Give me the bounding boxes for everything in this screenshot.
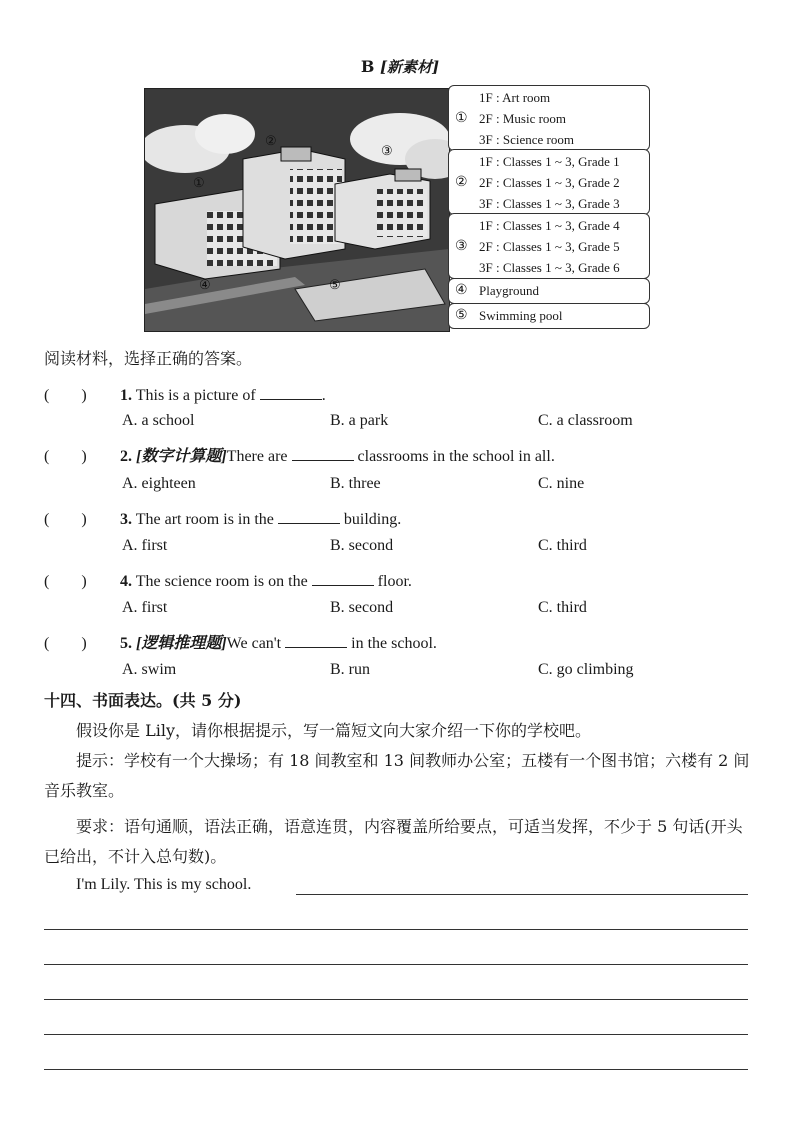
legend-building-2 — [448, 149, 650, 215]
question-text: building. — [343, 511, 402, 528]
option-c[interactable]: C. third — [538, 537, 587, 554]
marker-5: ⑤ — [329, 278, 341, 293]
writing-line[interactable] — [44, 1069, 748, 1070]
option-b[interactable]: B. second — [330, 599, 394, 616]
marker-4: ④ — [199, 278, 211, 293]
fill-blank — [260, 385, 322, 400]
writing-line[interactable] — [44, 964, 748, 965]
legend-line: Swimming pool — [479, 308, 563, 323]
option-c[interactable]: C. third — [538, 599, 587, 616]
question-text: This is a picture of — [135, 387, 256, 404]
marker-3: ③ — [381, 144, 393, 159]
instruction: 阅读材料，选择正确的答案。 — [44, 349, 253, 368]
question-tag: [数字计算题] — [136, 448, 227, 465]
fill-blank — [285, 633, 347, 648]
answer-paren[interactable]: ( ) — [44, 448, 87, 465]
option-b[interactable]: B. a park — [330, 412, 389, 429]
question-number: 3. — [120, 511, 132, 528]
option-c[interactable]: C. nine — [538, 475, 585, 492]
fill-blank — [292, 446, 354, 461]
section-title: 十四、书面表达。(共 5 分) — [44, 691, 242, 710]
question-text: classrooms in the school in all. — [357, 448, 555, 465]
legend-line: 2F : Music room — [479, 111, 567, 126]
legend-line: 1F : Classes 1 ~ 3, Grade 4 — [479, 218, 620, 233]
legend-line: 2F : Classes 1 ~ 3, Grade 2 — [479, 175, 620, 190]
opening-sentence: I'm Lily. This is my school. — [76, 876, 252, 893]
writing-line[interactable] — [296, 894, 748, 895]
legend-line: 2F : Classes 1 ~ 3, Grade 5 — [479, 239, 620, 254]
legend-line: 3F : Classes 1 ~ 3, Grade 6 — [479, 260, 620, 275]
question-5 — [44, 630, 437, 653]
task-text: 假设你是 Lily，请你根据提示，写一篇短文向大家介绍一下你的学校吧。 — [76, 721, 591, 740]
question-number: 1. — [120, 387, 132, 404]
answer-paren[interactable]: ( ) — [44, 573, 87, 590]
option-b[interactable]: B. three — [330, 475, 381, 492]
requirement-text: 要求：语句通顺，语法正确，语意连贯，内容覆盖所给要点，可适当发挥，不少于 5 句话(开头已给出，不计入总句数)。 — [44, 817, 743, 866]
question-number: 2. — [120, 448, 132, 465]
option-a[interactable]: A. first — [122, 537, 168, 554]
legend-num-1: ① — [455, 111, 468, 126]
legend-num-3: ③ — [455, 239, 468, 254]
question-text: The science room is on the — [135, 573, 308, 590]
material-tag: [新素材] — [379, 58, 440, 76]
fill-blank — [312, 571, 374, 586]
option-a[interactable]: A. a school — [122, 412, 195, 429]
writing-line[interactable] — [44, 929, 748, 930]
legend-num-5: ⑤ — [455, 308, 468, 323]
answer-paren[interactable]: ( ) — [44, 511, 87, 528]
question-text: The art room is in the — [135, 511, 274, 528]
option-b[interactable]: B. second — [330, 537, 394, 554]
option-c[interactable]: C. a classroom — [538, 412, 633, 429]
legend-num-2: ② — [455, 175, 468, 190]
question-text: floor. — [377, 573, 412, 590]
question-number: 4. — [120, 573, 132, 590]
legend-line: 3F : Classes 1 ~ 3, Grade 3 — [479, 196, 620, 211]
option-b[interactable]: B. run — [330, 661, 370, 678]
question-4 — [44, 568, 412, 591]
option-a[interactable]: A. swim — [122, 661, 177, 678]
question-text: . — [321, 387, 326, 404]
question-tag: [逻辑推理题] — [136, 635, 227, 652]
school-illustration — [145, 89, 449, 331]
writing-line[interactable] — [44, 999, 748, 1000]
question-number: 5. — [120, 635, 132, 652]
marker-2: ② — [265, 134, 277, 149]
option-a[interactable]: A. first — [122, 599, 168, 616]
legend-line: 1F : Classes 1 ~ 3, Grade 1 — [479, 154, 620, 169]
answer-paren[interactable]: ( ) — [44, 635, 87, 652]
material-label: B — [360, 57, 375, 76]
material-title — [0, 56, 800, 77]
question-2 — [44, 443, 555, 466]
legend-swimming-pool — [448, 303, 650, 329]
question-text: in the school. — [351, 635, 437, 652]
question-text: There are — [226, 448, 288, 465]
fill-blank — [278, 509, 340, 524]
legend-building-1 — [448, 85, 650, 151]
legend-playground — [448, 278, 650, 304]
hint-text: 提示：学校有一个大操场；有 18 间教室和 13 间教师办公室；五楼有一个图书馆；六楼有 2 间音乐教室。 — [44, 751, 750, 800]
question-text: We can't — [226, 635, 282, 652]
legend-building-3 — [448, 213, 650, 279]
marker-1: ① — [193, 176, 205, 191]
question-3 — [44, 506, 401, 529]
question-1 — [44, 382, 326, 405]
writing-line[interactable] — [44, 1034, 748, 1035]
school-photo — [144, 88, 450, 332]
legend-num-4: ④ — [455, 283, 468, 298]
legend-line: Playground — [479, 283, 539, 298]
answer-paren[interactable]: ( ) — [44, 387, 87, 404]
legend-line: 1F : Art room — [479, 90, 551, 105]
option-c[interactable]: C. go climbing — [538, 661, 634, 678]
legend-line: 3F : Science room — [479, 132, 574, 147]
option-a[interactable]: A. eighteen — [122, 475, 196, 492]
